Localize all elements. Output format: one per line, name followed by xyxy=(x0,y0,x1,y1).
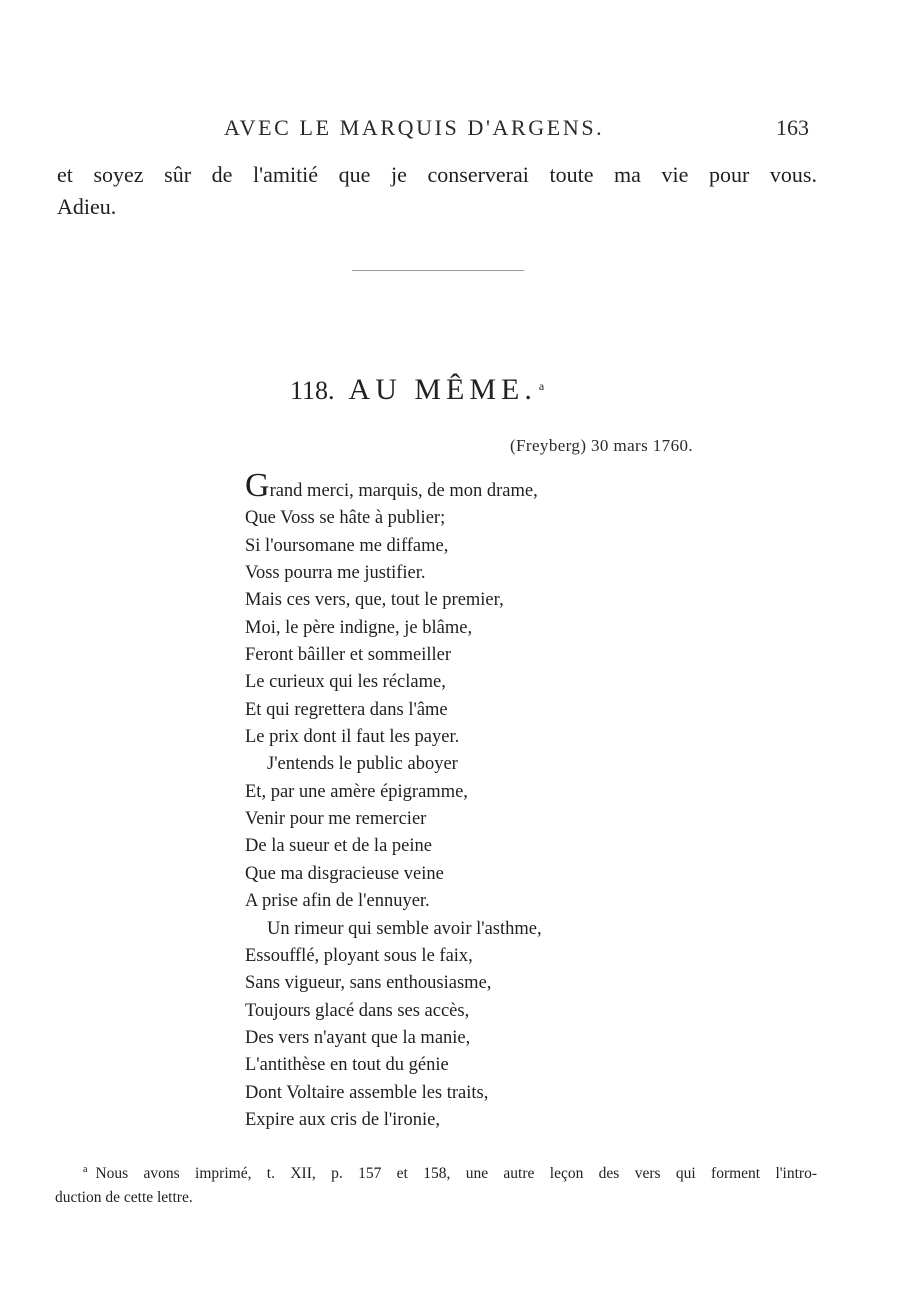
verse-line: Le curieux qui les réclame, xyxy=(245,672,446,693)
verse-line: Voss pourra me justifier. xyxy=(245,563,426,584)
letter-heading xyxy=(290,373,544,407)
verse-line: Si l'oursomane me diffame, xyxy=(245,535,449,556)
verse-line: Toujours glacé dans ses accès, xyxy=(245,1000,470,1021)
prose-line: et soyez sûr de l'amitié que je conserverai toute ma vie pour vous. xyxy=(57,162,817,187)
verse-line: J'entends le public aboyer xyxy=(267,754,458,775)
prose-line: Adieu. xyxy=(57,194,117,219)
dateline: (Freyberg) 30 mars 1760. xyxy=(510,436,694,455)
footnote-line: duction de cette lettre. xyxy=(55,1189,193,1207)
footnote xyxy=(55,1158,817,1210)
page-number: 163 xyxy=(776,115,809,140)
footnote-line: $^a$ Nous avons imprimé, t. XII, p. 157 et 158, une autre leçon des vers qui forment l'intro- xyxy=(83,1164,817,1183)
footnote-reference: a xyxy=(538,379,545,393)
letter-number: 118. xyxy=(290,376,335,405)
verse-line: Et qui regrettera dans l'âme xyxy=(245,699,448,720)
verse-line: Dont Voltaire assemble les traits, xyxy=(245,1082,489,1103)
verse-line: A prise afin de l'ennuyer. xyxy=(245,891,430,912)
verse-line: Et, par une amère épigramme, xyxy=(245,781,468,802)
verse-line: Le prix dont il faut les payer. xyxy=(245,727,460,748)
running-head xyxy=(0,115,900,145)
verse-line: Un rimeur qui semble avoir l'asthme, xyxy=(267,918,542,939)
verse-line: Sans vigueur, sans enthousiasme, xyxy=(245,973,492,994)
verse-line: Que ma disgracieuse veine xyxy=(245,863,444,884)
letter-recipient: AU MÊME. xyxy=(348,373,537,406)
verse-line: Mais ces vers, que, tout le premier, xyxy=(245,590,504,611)
running-title: AVEC LE MARQUIS D'ARGENS. xyxy=(224,115,605,140)
poem xyxy=(245,467,665,1134)
verse-line: Feront bâiller et sommeiller xyxy=(245,645,452,666)
verse-line: De la sueur et de la peine xyxy=(245,836,432,857)
footnote-mark: a xyxy=(83,1164,88,1175)
section-divider xyxy=(352,270,524,271)
verse-line: Essoufflé, ployant sous le faix, xyxy=(245,945,473,966)
verse-line: Expire aux cris de l'ironie, xyxy=(245,1109,440,1130)
verse-line: Moi, le père indigne, je blâme, xyxy=(245,617,473,638)
prose-continuation xyxy=(57,159,817,223)
verse-line: Que Voss se hâte à publier; xyxy=(245,508,446,529)
verse-line: Venir pour me remercier xyxy=(245,809,427,830)
verse-line: Grand merci, marquis, de mon drame, xyxy=(245,467,538,504)
drop-cap: G xyxy=(245,467,270,504)
verse-line: L'antithèse en tout du génie xyxy=(245,1055,449,1076)
verse-line: Des vers n'ayant que la manie, xyxy=(245,1027,471,1048)
